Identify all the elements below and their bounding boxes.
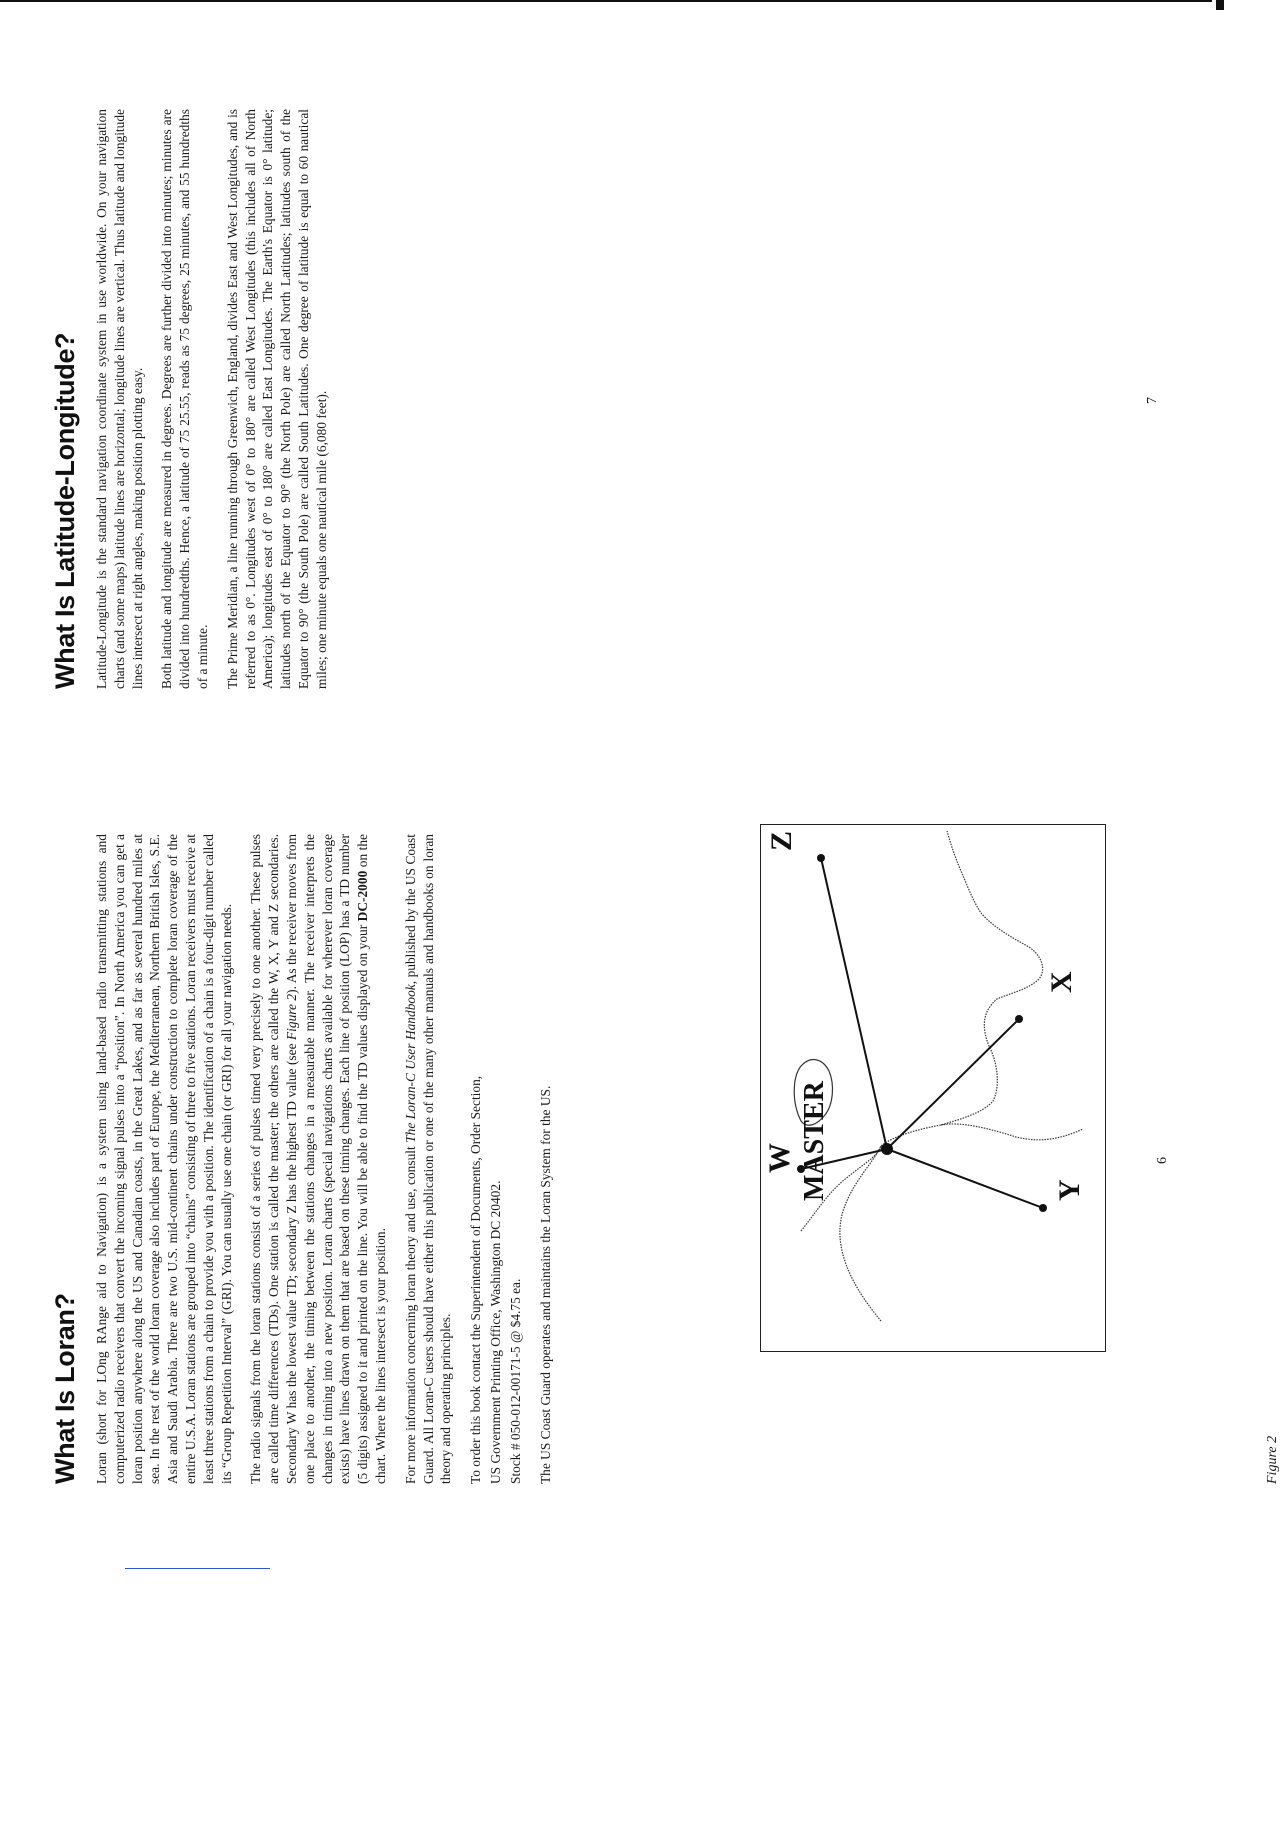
station-z-dot	[817, 854, 825, 862]
loran-p2-text-b: ). As the receiver moves from one place to another, the timing between the stations changes in a measurable manner. The receiver interprets the changes in timing into a new position. Loran charts (special navigations charts available for wherever loran coverage exists) have lines drawn on them that are based on these timing changes. Each line of position (LOP) has a TD number (5 digits) assigned to it and printed on the line. You will be able to find the TD values displayed on your	[283, 834, 371, 1484]
loran-paragraph-2	[247, 834, 389, 1484]
figure-2-map	[760, 824, 1106, 1352]
loran-paragraph-1: Loran (short for LOng RAnge aid to Navigation) is a system using land-based radio transmitting stations and computerized radio receivers that convert the incoming signal pulses into a “position”. In North America you can get a loran position anywhere along the US and Canadian coasts, in the Great Lakes, and as far as several hundred miles at sea. In the rest of the world loran coverage also includes part of Europe, the Mediterranean, Northern British Isles, S.E. Asia and Saudi Arabia. There are two U.S. mid-continent chains under construction to complete loran coverage of the entire U.S.A. Loran stations are grouped into “chains” consisting of three to five stations. Loran receivers must receive at least three stations from a chain to provide you with a position. The identification of a chain is a four-digit number called its “Group Repetition Interval” (GRI). You can usually use one chain (or GRI) for all your navigation needs.	[94, 834, 234, 1484]
order-line-2: US Government Printing Office, Washington DC 20402.	[487, 1180, 503, 1484]
latlong-paragraph-3: The Prime Meridian, a line running through Greenwich, England, divides East and West Longitudes, and is referred to as 0°. Longitudes west of 0° to 180° are called West Longitudes (this includes all of North America); longitudes east of 0° to 180° are called East Longitudes. The Earth's Equator is 0° latitude; latitudes north of the Equator to 90° (the North Pole) are called North Latitudes; latitudes south of the Equator to 90° (the South Pole) are called South Latitudes. One degree of latitude is equal to 60 nautical miles; one minute equals one nautical mile (6,080 feet).	[224, 109, 329, 689]
order-line-3: Stock # 050-012-00171-5 @ $4.75 ea.	[507, 1278, 523, 1484]
loran-p3-text-a: For more information concerning loran theory and use, consult	[402, 1142, 418, 1484]
label-z: Z	[765, 830, 798, 851]
loran-p2-text-a: The radio signals from the loran stations consist of a series of pulses timed very precisely to one another. These pulses are called time differences (TDs). One station is called the master; the others are called the W, X, Y and Z secondaries. Secondary W has the lowest value TD; secondary Z has the highest TD value (see	[248, 834, 299, 1484]
page-left	[50, 834, 566, 1484]
loran-p3-text-b: , published by the US Coast Guard. All Loran-C users should have either this publication or one of the many other manuals and handbooks on loran theory and operating principles.	[402, 834, 454, 1484]
handbook-title: The Loran-C User Handbook	[402, 984, 418, 1143]
loran-chain-diagram	[761, 825, 1105, 1351]
section-title-latlong: What Is Latitude-Longitude?	[50, 332, 80, 689]
figure-reference: Figure 2	[283, 993, 299, 1040]
line-master-y	[887, 1149, 1043, 1208]
station-master-dot	[881, 1143, 893, 1155]
section-title-loran: What Is Loran?	[50, 1293, 80, 1484]
coastline-south	[941, 1124, 1083, 1140]
latlong-paragraph-2: Both latitude and longitude are measured in degrees. Degrees are further divided into minutes; minutes are divided into hundredths. Hence, a latitude of 75 25.55, reads as 75 degrees, 25 minutes, and 55 hundredths of a minute.	[159, 109, 210, 689]
loran-p2-text-c: on the chart. Where the lines intersect is your position.	[355, 834, 388, 1484]
line-master-z	[821, 858, 887, 1149]
model-name: DC-2000	[355, 870, 371, 922]
page-number-right: 7	[1145, 397, 1160, 404]
page-right	[50, 109, 343, 689]
loran-paragraph-5: The US Coast Guard operates and maintains the Loran System for the US.	[537, 1085, 553, 1484]
label-w: W	[763, 1143, 796, 1173]
loran-paragraph-3	[402, 834, 455, 1484]
order-line-1: To order this book contact the Superintendent of Documents, Order Section,	[468, 1075, 484, 1484]
station-x-dot	[1015, 1015, 1023, 1023]
latlong-paragraph-1: Latitude-Longitude is the standard navigation coordinate system in use worldwide. On your navigation charts (and some maps) latitude lines are horizontal; longitude lines are vertical. Thus latitude and longitude lines intersect at right angles, making position plotting easy.	[94, 109, 145, 689]
label-master: MASTER	[799, 1081, 830, 1201]
page-number-left: 6	[1155, 1157, 1170, 1164]
station-y-dot	[1039, 1204, 1047, 1212]
label-x: X	[1045, 971, 1078, 993]
figure-caption: Figure 2	[1265, 1435, 1280, 1484]
line-master-x	[887, 1019, 1019, 1149]
label-y: Y	[1053, 1179, 1086, 1201]
